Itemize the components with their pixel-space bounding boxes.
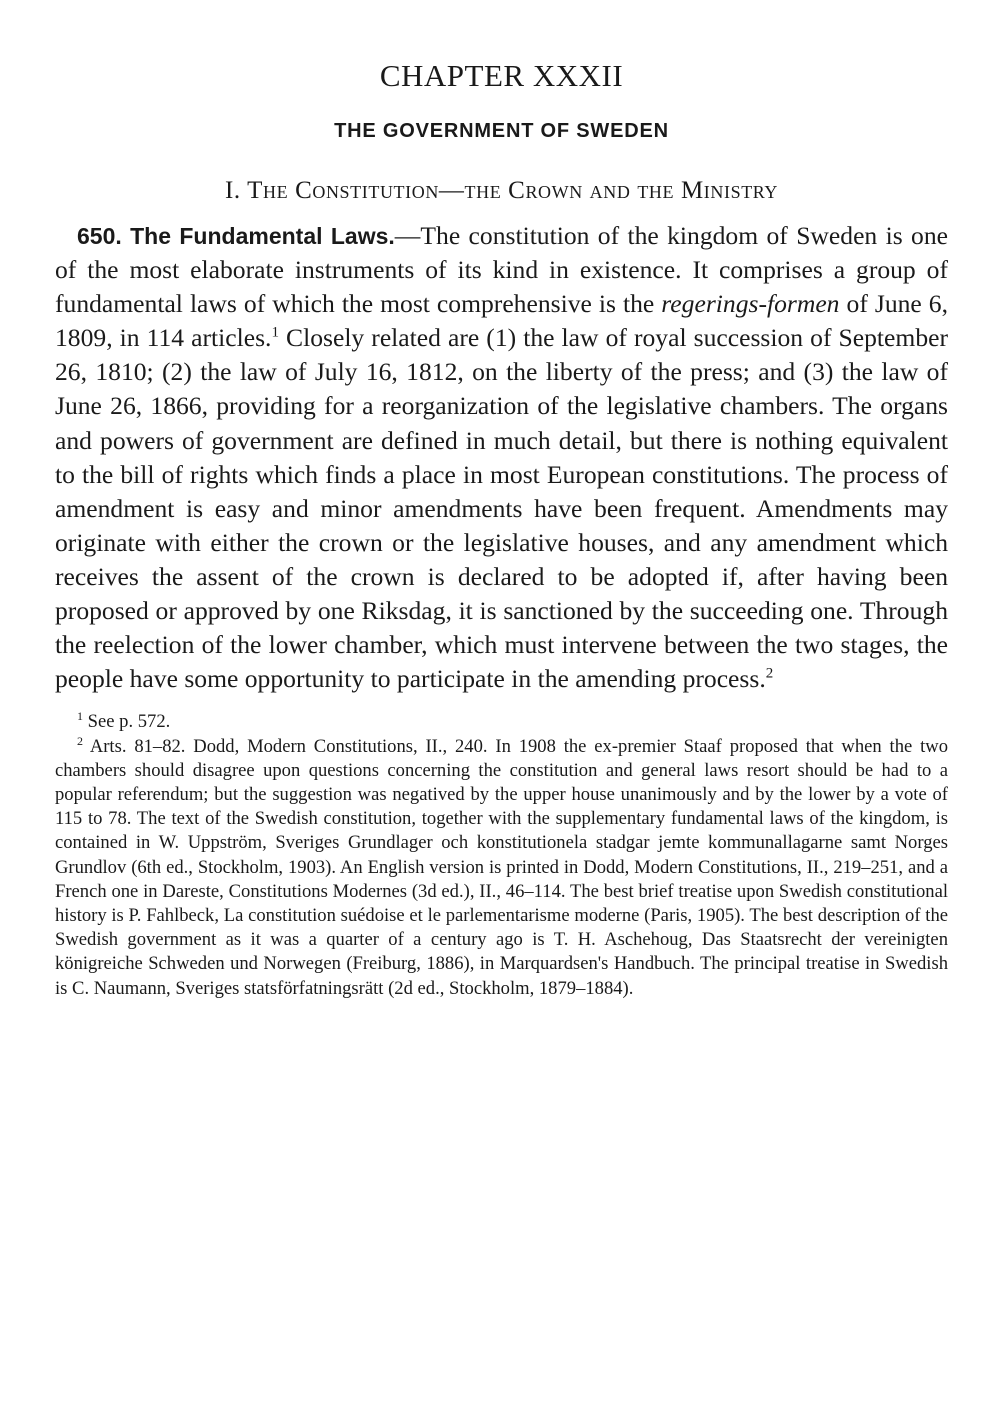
footnote-number: 1 [77, 709, 83, 724]
chapter-heading: CHAPTER XXXII [379, 58, 624, 93]
paragraph-heading: 650. The Fundamental Laws. [77, 223, 395, 249]
body-paragraph [55, 219, 948, 696]
italic-term: regerings-formen [661, 289, 840, 319]
footnote-ref-1: 1 [271, 324, 279, 341]
footnote-1 [55, 710, 948, 734]
footnotes [55, 710, 948, 1000]
chapter-title: THE GOVERNMENT OF SWEDEN [334, 120, 669, 142]
footnote-2 [55, 735, 948, 1001]
paragraph-text-2: of June 6, 1809, in 114 articles. [55, 289, 949, 353]
paragraph-text-3: Closely related are (1) the law of royal succession of September 26, 1810; (2) the law of July 16, 1812, on the liberty of the press; and (3) the law of June 26, 1866, providing for a reorganization of the legislative chambers. The organs and powers of government are defined in much detail, but there is nothing equivalent to the bill of rights which finds a place in most European constitutions. The process of amendment is easy and minor amendments have been frequent. Amendments may originate with either the crown or the legislative houses, and any amendment which receives the assent of the crown is declared to be adopted if, after having been proposed or approved by one Riksdag, it is sanctioned by the succeeding one. Through the reelection of the lower chamber, which must intervene between the two stages, the people have some opportunity to participate in the amending process. [55, 323, 948, 694]
section-heading: I. The Constitution—the Crown and the Ministry [224, 177, 779, 204]
footnote-text: See p. 572. [87, 711, 171, 733]
footnote-ref-2: 2 [765, 665, 774, 682]
footnote-text: Arts. 81–82. Dodd, Modern Constitutions, II., 240. In 1908 the ex-premier Staaf proposed that when the two chambers should disagree upon questions concerning the constitution and general laws resort should be had to a popular referendum; but the suggestion was negatived by the upper house unanimously and by the lower by a vote of 115 to 78. The text of the Swedish constitution, together with the supplementary fundamental laws of the kingdom, is contained in W. Uppström, Sveriges Grundlager och konstitutionela stadgar jemte kommunallagarne samt Norges Grundlov (6th ed., Stockholm, 1903). An English version is printed in Dodd, Modern Constitutions, II., 219–251, and a French one in Dareste, Constitutions Modernes (3d ed.), II., 46–114. The best brief treatise upon Swedish constitutional history is P. Fahlbeck, La constitution suédoise et le parlementarisme moderne (Paris, 1905). The best description of the Swedish government as it was a quarter of a century ago is T. H. Aschehoug, Das Staatsrecht der vereinigten königreiche Schweden und Norwegen (Freiburg, 1886), in Marquardsen's Handbuch. The principal treatise in Swedish is C. Naumann, Sveriges statsförfatningsrätt (2d ed., Stockholm, 1879–1884). [55, 735, 948, 999]
page [55, 58, 948, 1001]
paragraph-text-1: —The constitution of the kingdom of Sweden is one of the most elaborate instruments of its kind in existence. It comprises a group of fundamental laws of which the most comprehensive is the [55, 221, 948, 319]
footnote-number: 2 [77, 733, 83, 748]
